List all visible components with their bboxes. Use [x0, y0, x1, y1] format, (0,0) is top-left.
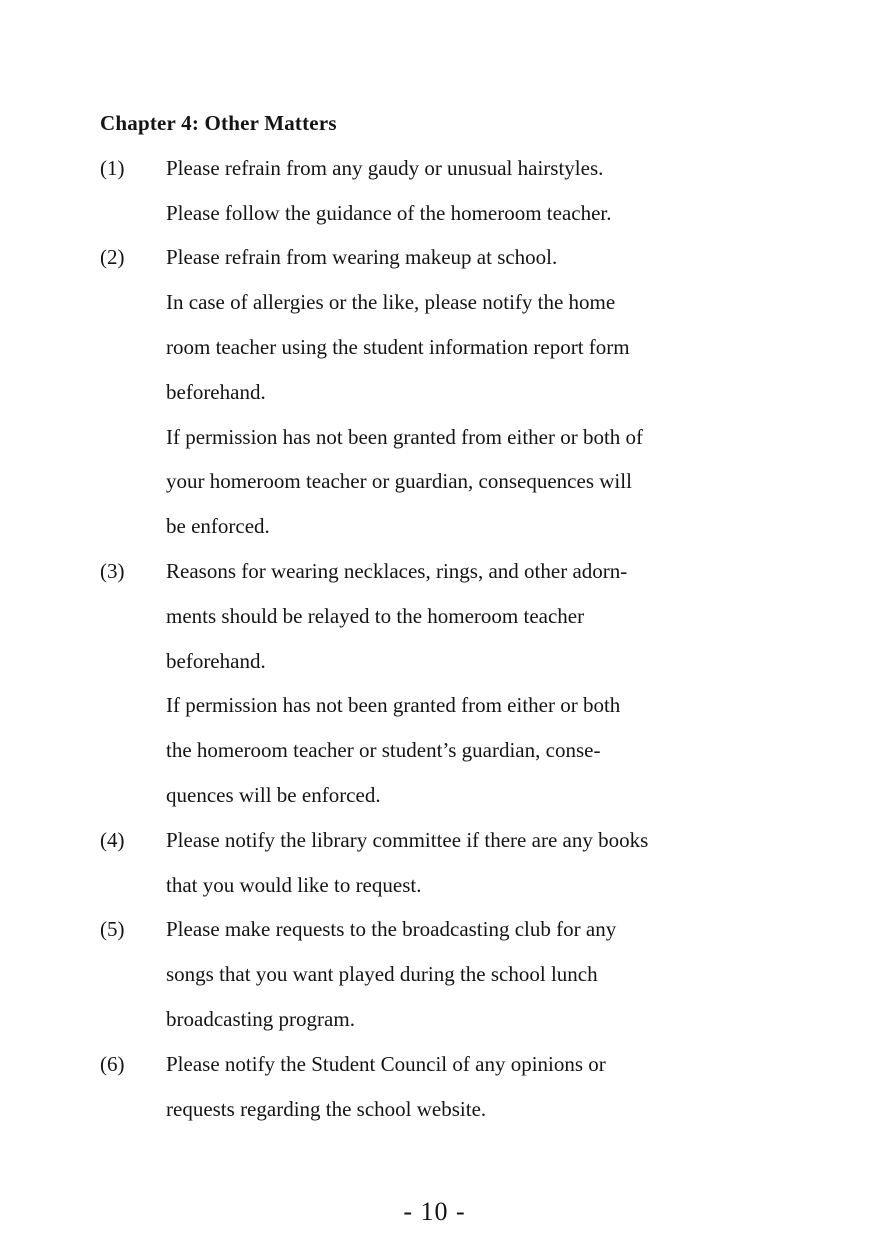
item-line: room teacher using the student information report form	[166, 334, 630, 359]
item-line: Please notify the library committee if there are any books	[166, 827, 649, 852]
item-line: the homeroom teacher or student’s guardian, conse-	[166, 738, 601, 763]
rule-item	[100, 818, 769, 908]
chapter-title: Chapter 4: Other Matters	[100, 111, 337, 135]
rule-item	[100, 907, 769, 1041]
item-line: ments should be relayed to the homeroom teacher	[166, 603, 585, 628]
item-line: Please follow the guidance of the homeroom teacher.	[166, 200, 612, 225]
item-number: (4)	[100, 827, 125, 852]
item-line: In case of allergies or the like, please notify the home	[166, 290, 616, 315]
item-line: If permission has not been granted from either or both	[166, 693, 621, 718]
item-line: Please make requests to the broadcasting club for any	[166, 917, 617, 942]
item-line: Please notify the Student Council of any opinions or	[166, 1051, 606, 1076]
page-number: - 10 -	[403, 1197, 466, 1226]
item-number: (6)	[100, 1051, 125, 1076]
item-line: Please refrain from any gaudy or unusual hairstyles.	[166, 155, 604, 180]
item-line: Reasons for wearing necklaces, rings, and other adorn-	[166, 558, 628, 583]
rule-item	[100, 146, 769, 236]
item-number: (3)	[100, 558, 125, 583]
item-line: requests regarding the school website.	[166, 1096, 487, 1121]
item-line: songs that you want played during the school lunch	[166, 962, 598, 987]
rules-list	[100, 146, 769, 1132]
item-lines	[166, 235, 769, 549]
item-line: quences will be enforced.	[166, 782, 381, 807]
item-line: broadcasting program.	[166, 1006, 355, 1031]
item-line: beforehand.	[166, 379, 266, 404]
item-lines	[166, 146, 769, 236]
rule-item	[100, 549, 769, 818]
rule-item	[100, 235, 769, 549]
item-lines	[166, 907, 769, 1041]
item-line: be enforced.	[166, 514, 270, 539]
item-lines	[166, 818, 769, 908]
item-line: beforehand.	[166, 648, 266, 673]
item-line: that you would like to request.	[166, 872, 422, 897]
item-lines	[166, 1042, 769, 1132]
item-line: your homeroom teacher or guardian, consequences will	[166, 469, 632, 494]
item-lines	[166, 549, 769, 818]
item-number: (5)	[100, 917, 125, 942]
item-number: (1)	[100, 155, 125, 180]
rule-item	[100, 1042, 769, 1132]
item-number: (2)	[100, 245, 125, 270]
item-line: If permission has not been granted from either or both of	[166, 424, 644, 449]
item-line: Please refrain from wearing makeup at school.	[166, 245, 558, 270]
